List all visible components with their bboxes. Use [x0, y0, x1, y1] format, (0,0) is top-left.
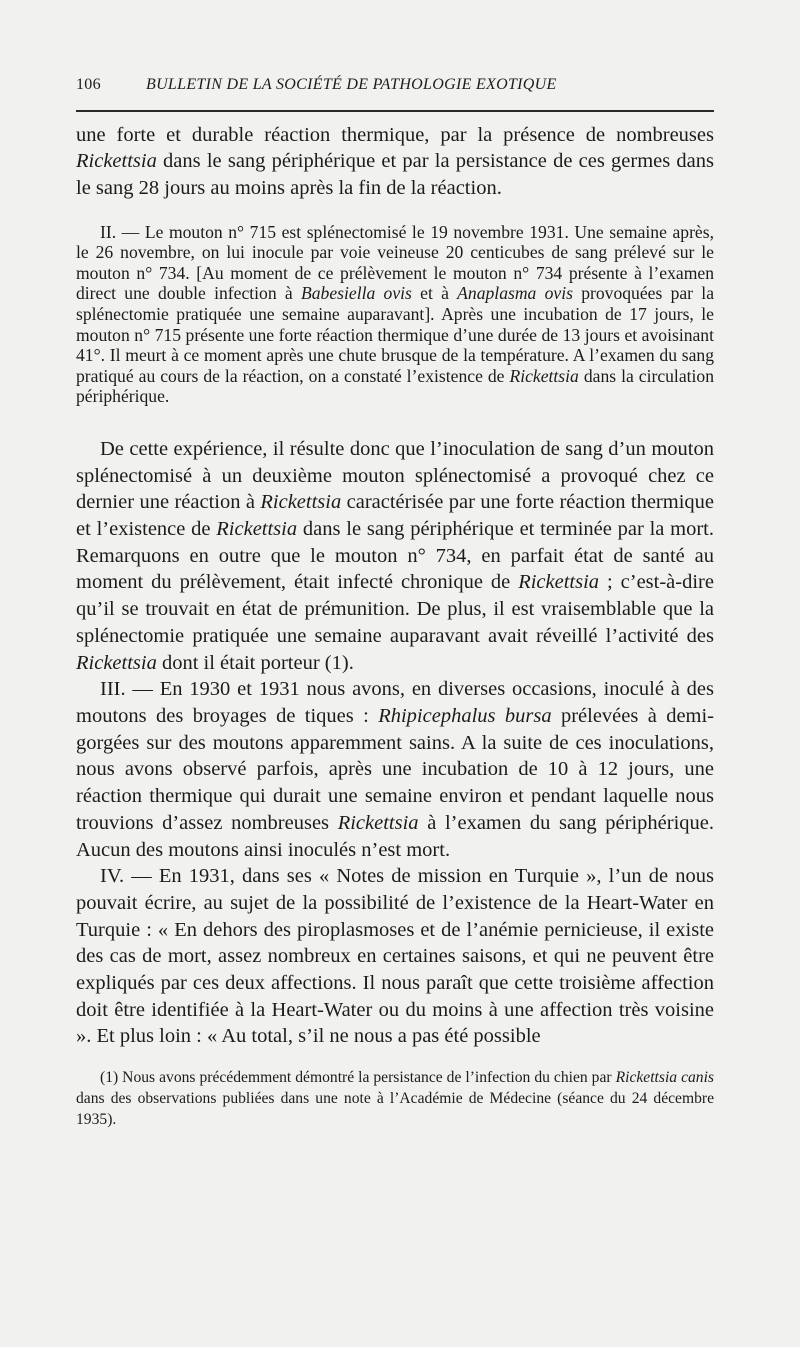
footnote [76, 1068, 714, 1130]
text-run: De cette expérience, il résulte donc que l’inoculation de sang d’un mouton splénectomisé à un deuxième mouton splénectomisé a provoqué chez ce dernier une réaction à [76, 437, 714, 514]
text-run: provoquées par la splénectomie pratiquée une semaine auparavant]. Après une incubation de 17 jours, le mouton n° 715 présente une forte réaction thermique d’une durée de 13 jours et avoisinant 41°. Il meurt à ce moment après une chute brusque de la température. A l’examen du sang pratiqué au cours de la réaction, on a constaté l’existence de [76, 283, 715, 386]
paragraph-continuation [76, 122, 714, 202]
journal-title: BULLETIN DE LA SOCIÉTÉ DE PATHOLOGIE EXOTIQUE [146, 76, 557, 93]
taxon-name: Rickettsia [337, 811, 419, 834]
text-run: à l’examen du sang périphérique. Aucun des moutons ainsi inoculés n’est mort. [76, 811, 714, 861]
taxon-name: Rickettsia [509, 365, 579, 386]
text-run: dans le sang périphérique et par la persistance de ces germes dans le sang 28 jours au moins après la fin de la réaction. [76, 150, 714, 199]
paragraph-section-iv [76, 863, 714, 1050]
paragraph-section-iii [76, 676, 714, 863]
text-run: II. — Le mouton n° 715 est splénectomisé le 19 novembre 1931. Une semaine après, le 26 novembre, on lui inocule par voie veineuse 20 centicubes de sang prélevé sur le mouton n° 734. [Au moment de ce prélèvement le mouton n° 734 présente à l’examen direct une double infection à [76, 221, 714, 304]
page [76, 76, 714, 1131]
text-run: caractérisée par une forte réaction thermique et l’existence de [76, 491, 714, 541]
text-run: ; c’est-à-dire qu’il se trouvait en état de prémunition. De plus, il est vraisemblable que la splénectomie pratiquée une semaine auparavant avait réveillé l’activité des [76, 571, 714, 647]
taxon-name: Rhipicephalus bursa [378, 704, 552, 727]
header-rule [76, 110, 714, 112]
taxon-name: Rickettsia [76, 651, 157, 674]
page-number: 106 [76, 76, 101, 93]
text-run: IV. — En 1931, dans ses « Notes de mission en Turquie », l’un de nous pouvait écrire, au sujet de la possibilité de l’existence de la Heart-Water en Turquie : « En dehors des piroplasmoses et de l’anémie pernicieuse, il existe des cas de mort, assez nombreux en certaines saisons, et qui ne peuvent être expliqués par ces deux affections. Il nous paraît que cette troisième affection doit être identifiée à la Heart-Water ou du moins à une affection très voisine ». Et plus loin : « Au total, s’il ne nous a pas été possible [76, 865, 714, 1048]
text-run: dans des observations publiées dans une note à l’Académie de Médecine (séance du 24 décembre 1935). [76, 1089, 714, 1128]
paragraph-experiment-ii [76, 222, 714, 407]
running-head [76, 76, 714, 106]
text-run: dans le sang périphérique et terminée par la mort. Remarquons en outre que le mouton n° 734, en parfait état de santé au moment du prélèvement, était infecté chronique de [76, 518, 715, 594]
paragraph-conclusion [76, 436, 714, 676]
taxon-name: Rickettsia [216, 518, 298, 541]
taxon-name: Rickettsia [518, 571, 600, 594]
text-run: une forte et durable réaction thermique, par la présence de nombreuses [76, 123, 714, 146]
text-run: dont il était porteur (1). [156, 651, 354, 674]
taxon-name: Babesiella ovis [301, 283, 412, 304]
text-run: III. — En 1930 et 1931 nous avons, en diverses occasions, inoculé à des moutons des broyages de tiques : [76, 678, 714, 727]
text-run: (1) Nous avons précédemment démontré la persistance de l’infection du chien par [100, 1069, 616, 1087]
taxon-name: Rickettsia [260, 491, 342, 514]
text-run: dans la circulation périphérique. [76, 365, 714, 407]
text-run: prélevées à demi-gorgées sur des moutons apparemment sains. A la suite de ces inoculations, nous avons observé parfois, après une incubation de 10 à 12 jours, une réaction thermique qui durait une semaine environ et pendant laquelle nous trouvions d’assez nombreuses [76, 704, 715, 834]
taxon-name: Rickettsia [76, 150, 157, 173]
taxon-name: Anaplasma ovis [457, 283, 573, 304]
taxon-name: Rickettsia canis [615, 1069, 714, 1087]
text-run: et à [411, 283, 458, 304]
